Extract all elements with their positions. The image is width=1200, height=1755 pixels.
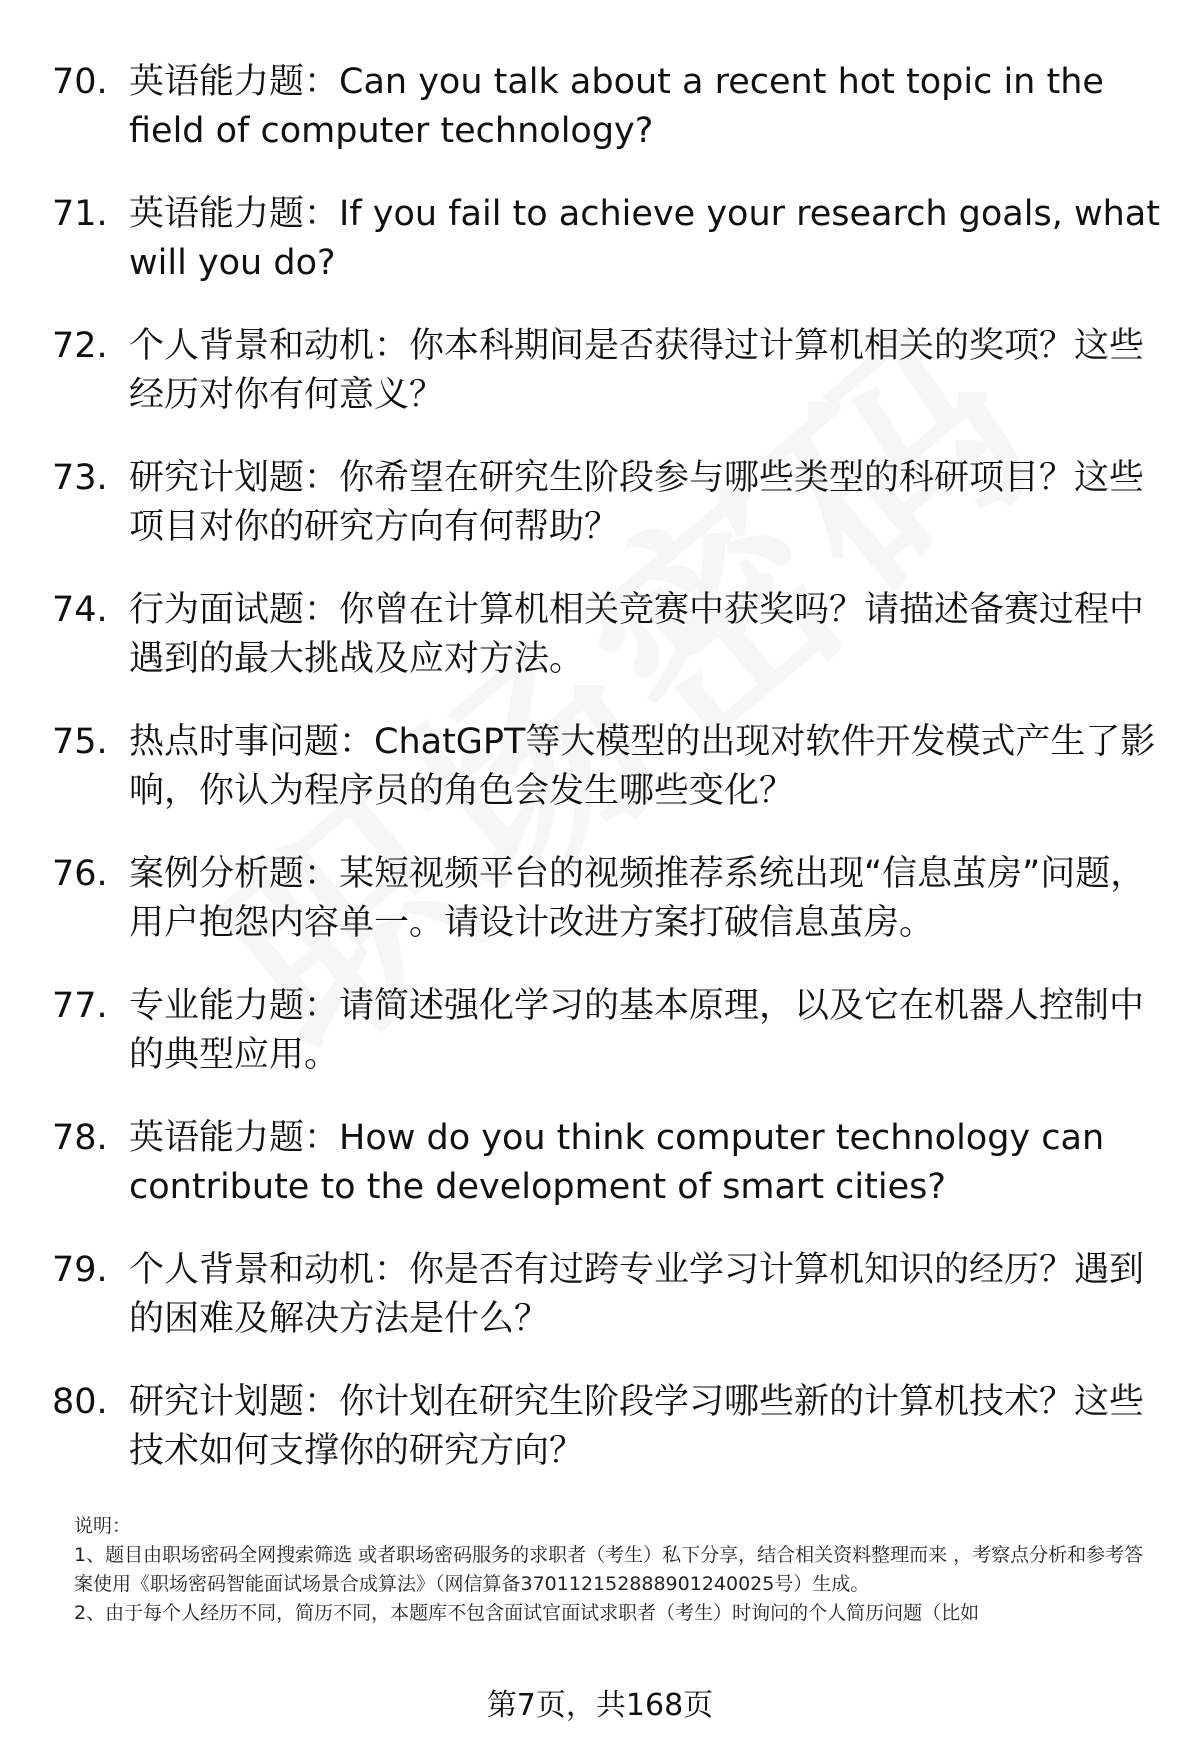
question-text: 研究计划题：你希望在研究生阶段参与哪些类型的科研项目？这些项目对你的研究方向有何帮助？ bbox=[129, 458, 1145, 547]
question-number: 71. bbox=[52, 194, 108, 234]
question-text: 英语能力题：How do you think computer technology can contribute to the development of smart cities? bbox=[129, 1118, 1105, 1207]
question-text: 英语能力题：Can you talk about a recent hot topic in the field of computer technology? bbox=[129, 62, 1104, 151]
question-item-74 bbox=[52, 586, 1162, 684]
question-item-79 bbox=[52, 1246, 1162, 1344]
question-text: 个人背景和动机：你本科期间是否获得过计算机相关的奖项？这些经历对你有何意义？ bbox=[129, 326, 1145, 415]
question-item-77 bbox=[52, 982, 1162, 1080]
question-text: 个人背景和动机：你是否有过跨专业学习计算机知识的经历？遇到的困难及解决方法是什么？ bbox=[129, 1250, 1145, 1339]
question-text: 研究计划题：你计划在研究生阶段学习哪些新的计算机技术？这些技术如何支撑你的研究方向？ bbox=[129, 1382, 1145, 1471]
question-text: 行为面试题：你曾在计算机相关竞赛中获奖吗？请描述备赛过程中遇到的最大挑战及应对方法。 bbox=[129, 590, 1145, 679]
notes-line-1: 1、题目由职场密码全网搜索筛选 或者职场密码服务的求职者（考生）私下分享，结合相关资料整理而来 ，考察点分析和参考答案使用《职场密码智能面试场景合成算法》（网信算备370112152888901240025号）生成。 bbox=[74, 1544, 1144, 1595]
question-number: 72. bbox=[52, 326, 108, 366]
question-number: 75. bbox=[52, 722, 108, 762]
question-text: 英语能力题：If you fail to achieve your research goals, what will you do? bbox=[129, 194, 1160, 283]
question-text: 案例分析题：某短视频平台的视频推荐系统出现“信息茧房”问题，用户抱怨内容单一。请设计改进方案打破信息茧房。 bbox=[129, 854, 1146, 943]
question-number: 78. bbox=[52, 1118, 108, 1158]
question-number: 76. bbox=[52, 854, 108, 894]
notes-heading: 说明： bbox=[74, 1515, 132, 1537]
question-item-76 bbox=[52, 850, 1162, 948]
question-list bbox=[52, 58, 1162, 1510]
notes-line-2: 2、由于每个人经历不同，简历不同，本题库不包含面试官面试求职者（考生）时询问的个人简历问题（比如 bbox=[74, 1602, 980, 1624]
question-item-72 bbox=[52, 322, 1162, 420]
question-text: 专业能力题：请简述强化学习的基本原理，以及它在机器人控制中的典型应用。 bbox=[129, 986, 1145, 1075]
question-item-80 bbox=[52, 1378, 1162, 1476]
question-item-71 bbox=[52, 190, 1162, 288]
question-number: 70. bbox=[52, 62, 108, 102]
question-item-75 bbox=[52, 718, 1162, 816]
question-number: 74. bbox=[52, 590, 108, 630]
question-item-73 bbox=[52, 454, 1162, 552]
notes-section bbox=[74, 1512, 1154, 1628]
question-text: 热点时事问题：ChatGPT等大模型的出现对软件开发模式产生了影响，你认为程序员的角色会发生哪些变化？ bbox=[129, 722, 1156, 811]
question-item-78 bbox=[52, 1114, 1162, 1212]
question-number: 73. bbox=[52, 458, 108, 498]
question-number: 77. bbox=[52, 986, 108, 1026]
question-number: 79. bbox=[52, 1250, 108, 1290]
question-item-70 bbox=[52, 58, 1162, 156]
page-footer: 第7页，共168页 bbox=[486, 1688, 714, 1723]
question-number: 80. bbox=[52, 1382, 108, 1422]
